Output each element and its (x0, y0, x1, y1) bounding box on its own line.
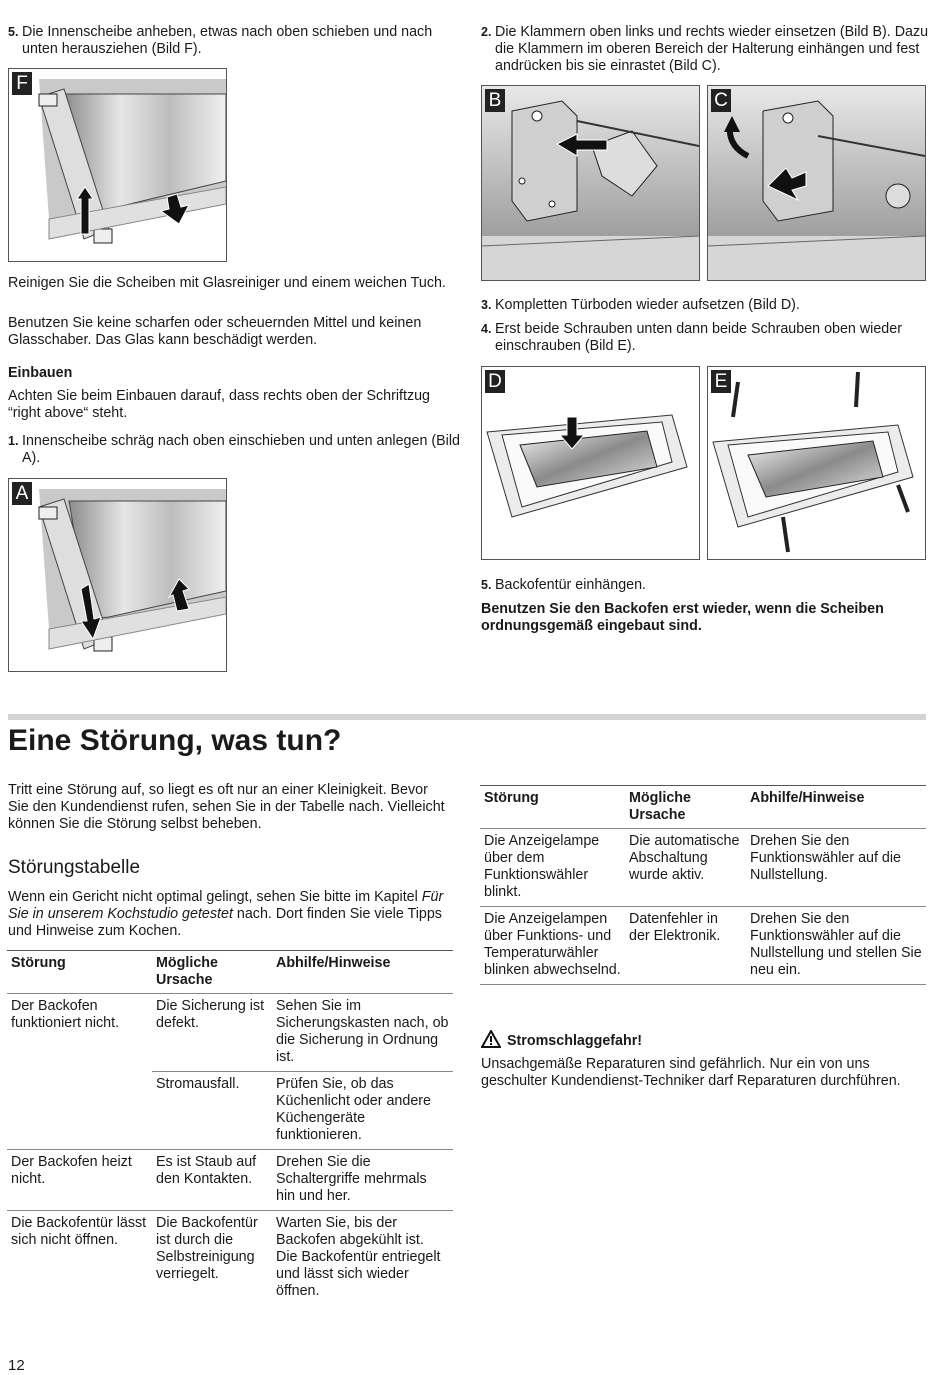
figure-label: C (711, 89, 731, 112)
step-1-insert (8, 433, 462, 467)
cell-abhilfe: Warten Sie, bis der Backofen abgekühlt ist. Die Backofentür entriegelt und lässt sich wieder öffnen. (272, 1211, 453, 1306)
warning-text: Unsachgemäße Reparaturen sind gefährlich. Nur ein von uns geschulter Kundendienst-Techniker darf Reparaturen durchführen. (481, 1056, 901, 1089)
header-ursache: Mögliche Ursache (152, 951, 272, 994)
step-number: 4. (481, 322, 492, 336)
step-text: Backofentür einhängen. (495, 577, 647, 593)
header-ursache: Mögliche Ursache (625, 786, 746, 829)
step-3-bottom (481, 297, 940, 314)
cell-stoerung: Die Anzeigelampen über Funktions- und Temperaturwähler blinken abwechselnd. (480, 907, 625, 985)
figure-b-illustration (482, 86, 699, 280)
step-4-screws (481, 321, 940, 355)
table-header-row (480, 786, 926, 829)
warning-triangle-icon (481, 1030, 501, 1048)
cell-stoerung: Der Backofen funktioniert nicht. (11, 998, 120, 1031)
cell-abhilfe: Drehen Sie den Funktionswähler auf die Nullstellung. (750, 833, 901, 883)
cell-stoerung (7, 1072, 152, 1150)
page-number: 12 (8, 1357, 25, 1374)
table-row (480, 829, 926, 907)
cell-stoerung: Der Backofen heizt nicht. (7, 1150, 152, 1211)
fault-table-left (7, 950, 453, 1305)
step-text: Innenscheibe schräg nach oben einschieben und unten anlegen (Bild A). (22, 433, 460, 466)
table-row (480, 907, 926, 985)
subheading: Störungstabelle (8, 857, 141, 878)
step-5-hang-door (481, 577, 940, 594)
bold-note: Benutzen Sie den Backofen erst wieder, wenn die Scheiben ordnungsgemäß eingebaut sind. (481, 601, 884, 634)
figure-d (481, 366, 700, 560)
sub-intro-italic: Für Sie in unserem Kochstudio getestet (8, 889, 444, 922)
table-row (7, 1211, 453, 1306)
step-text: Die Innenscheibe anheben, etwas nach oben schieben und nach unten herausziehen (Bild F). (22, 24, 433, 57)
figure-label: F (12, 72, 32, 95)
sub-intro (8, 889, 453, 940)
step-text: Die Klammern oben links und rechts wieder einsetzen (Bild B). Dazu die Klammern im oberen Bereich der Halterung einhängen und fest andrücken bis sie einrastet (Bild C). (495, 24, 929, 74)
cell-stoerung: Die Backofentür lässt sich nicht öffnen. (7, 1211, 152, 1306)
fault-table-right (480, 785, 926, 985)
cell-abhilfe: Sehen Sie im Sicherungskasten nach, ob die Sicherung in Ordnung ist. (276, 998, 449, 1065)
figure-a-illustration (9, 479, 226, 671)
sub-intro-part-b: nach. Dort finden Sie viele Tipps und Hinweise zum Kochen. (8, 906, 442, 939)
cell-ursache: Datenfehler in der Elektronik. (625, 907, 746, 985)
cell-abhilfe: Drehen Sie den Funktionswähler auf die Nullstellung und stellen Sie neu ein. (746, 907, 926, 985)
cell-abhilfe: Prüfen Sie, ob das Küchenlicht oder andere Küchengeräte funktionieren. (272, 1072, 453, 1150)
figure-label: E (711, 370, 731, 393)
header-abhilfe: Abhilfe/Hinweise (746, 786, 926, 829)
figure-a (8, 478, 227, 672)
cell-abhilfe: Drehen Sie die Schaltergriffe mehrmals hin und her. (272, 1150, 453, 1211)
table-row (7, 1150, 453, 1211)
figure-label: D (485, 370, 505, 393)
step-number: 5. (8, 25, 19, 39)
figure-label: A (12, 482, 32, 505)
table-row (7, 1072, 453, 1150)
figure-label: B (485, 89, 505, 112)
header-stoerung: Störung (7, 951, 152, 994)
cleaning-text: Reinigen Sie die Scheiben mit Glasreiniger und einem weichen Tuch. (8, 275, 446, 291)
figure-c (707, 85, 926, 281)
cell-ursache: Es ist Staub auf den Kontakten. (152, 1150, 272, 1211)
section-title: Eine Störung, was tun? (8, 724, 342, 757)
cell-ursache: Die Sicherung ist defekt. (156, 998, 265, 1031)
figure-f-illustration (9, 69, 226, 261)
table-row (7, 994, 453, 1072)
cell-ursache: Die Backofentür ist durch die Selbstreinigung verriegelt. (152, 1211, 272, 1306)
table-header-row (7, 951, 453, 994)
figure-c-illustration (708, 86, 925, 280)
sub-intro-part-a: Wenn ein Gericht nicht optimal gelingt, sehen Sie bitte im Kapitel (8, 889, 422, 905)
cell-ursache: Die automatische Abschaltung wurde aktiv. (629, 833, 740, 883)
header-stoerung: Störung (480, 786, 625, 829)
einbauen-text: Achten Sie beim Einbauen darauf, dass rechts oben der Schriftzug “right above“ steht. (8, 388, 431, 421)
step-number: 3. (481, 298, 492, 312)
header-abhilfe: Abhilfe/Hinweise (272, 951, 453, 994)
warning-title (481, 1030, 642, 1050)
figure-e (707, 366, 926, 560)
section-intro: Tritt eine Störung auf, so liegt es oft nur an einer Kleinigkeit. Bevor Sie den Kundendienst rufen, sehen Sie in der Tabelle nach. Vielleicht können Sie die Störung selbst beheben. (8, 782, 445, 832)
step-text: Kompletten Türboden wieder aufsetzen (Bild D). (495, 297, 800, 313)
warning-title-text: Stromschlaggefahr! (507, 1033, 643, 1049)
step-text: Erst beide Schrauben unten dann beide Schrauben oben wieder einschrauben (Bild E). (495, 321, 902, 354)
figure-f (8, 68, 227, 262)
step-number: 5. (481, 578, 492, 592)
figure-d-illustration (482, 367, 699, 559)
cell-stoerung: Die Anzeigelampe über dem Funktionswähler blinkt. (484, 833, 600, 900)
cell-ursache: Stromausfall. (152, 1072, 272, 1150)
caution-text: Benutzen Sie keine scharfen oder scheuernden Mittel und keinen Glasschaber. Das Glas kann beschädigt werden. (8, 315, 422, 348)
step-number: 1. (8, 434, 19, 448)
figure-b (481, 85, 700, 281)
step-5-remove (8, 24, 462, 58)
step-2-clips (481, 24, 940, 75)
step-number: 2. (481, 25, 492, 39)
einbauen-heading: Einbauen (8, 365, 73, 381)
figure-e-illustration (708, 367, 925, 559)
section-divider (8, 714, 926, 720)
